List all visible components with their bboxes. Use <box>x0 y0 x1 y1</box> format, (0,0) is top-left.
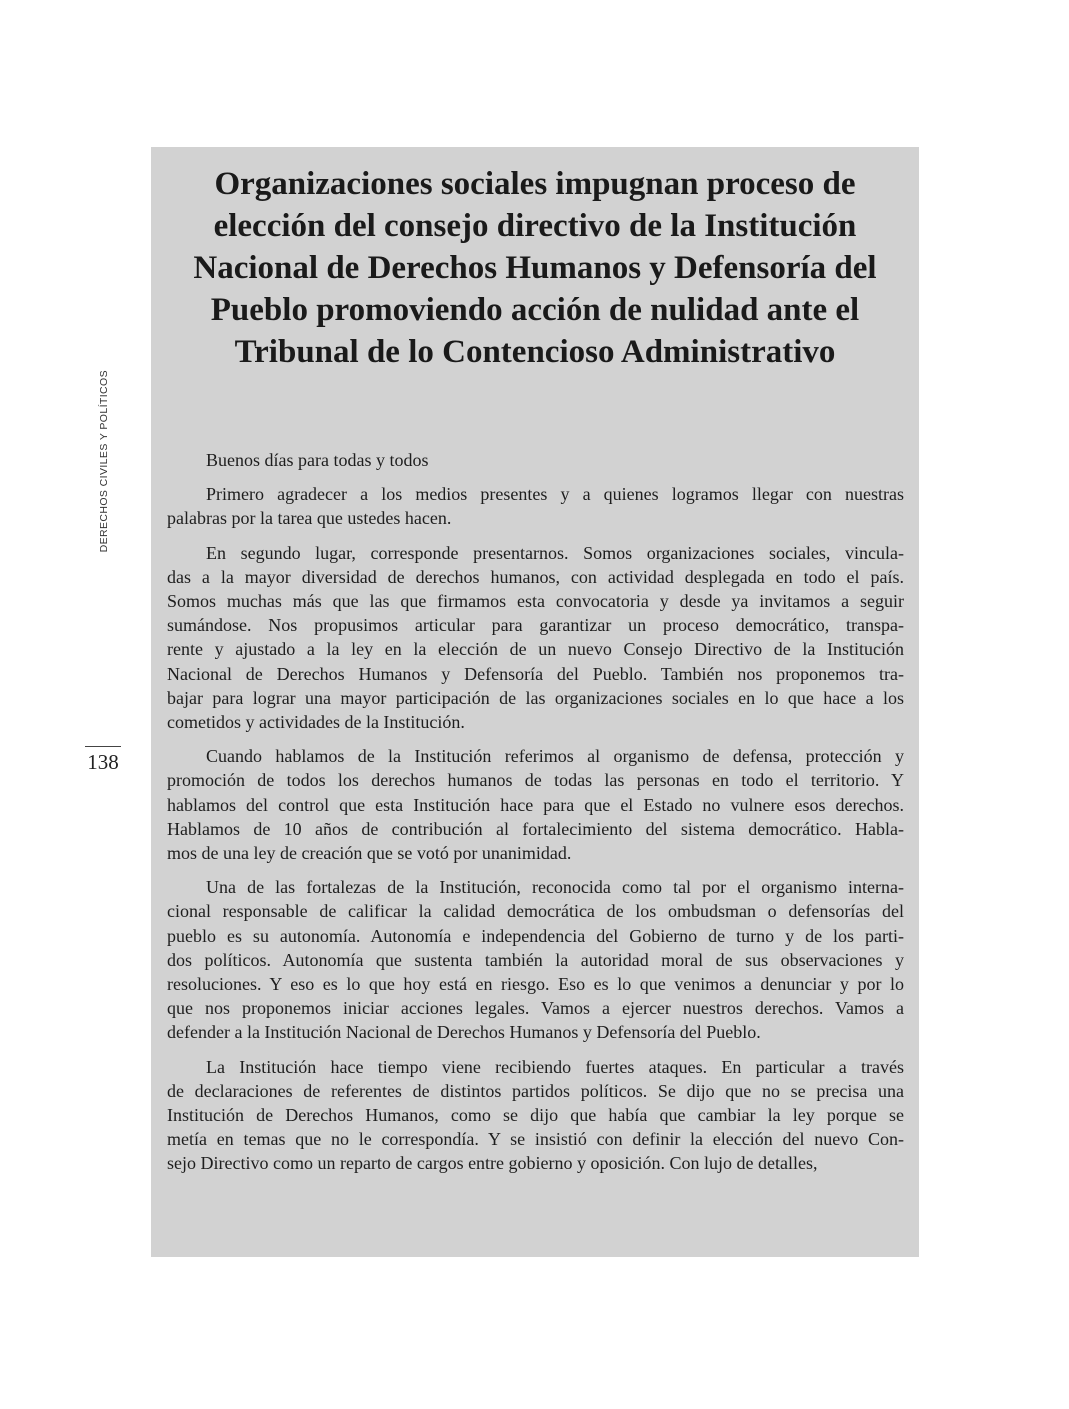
text-line: Hablamos de 10 años de contribución al fortalecimiento del sistema democrático. Habla- <box>167 818 904 839</box>
title-line: Pueblo promoviendo acción de nulidad ante el <box>210 292 860 328</box>
text-line: bajar para lograr una mayor participación de las organizaciones sociales en lo que hace a los <box>167 687 904 708</box>
text-line: Primero agradecer a los medios presentes y a quienes logramos llegar con nuestras <box>206 484 904 505</box>
text-line: cometidos y actividades de la Institución. <box>167 712 465 733</box>
text-line: resoluciones. Y eso es lo que hoy está en riesgo. Eso es lo que venimos a denunciar y por lo <box>167 974 904 995</box>
page-number: 138 <box>87 750 119 774</box>
text-line: La Institución hace tiempo viene recibiendo fuertes ataques. En particular a través <box>206 1056 904 1077</box>
text-line: dos políticos. Autonomía que sustenta también la autoridad moral de sus observaciones y <box>167 949 904 970</box>
page-number-rule <box>85 746 121 747</box>
title-line: Nacional de Derechos Humanos y Defensoría del <box>193 250 877 286</box>
paragraph <box>167 541 904 735</box>
text-line: sejo Directivo como un reparto de cargos entre gobierno y oposición. Con lujo de detalles, <box>167 1153 818 1174</box>
text-line: pueblo es su autonomía. Autonomía e independencia del Gobierno de turno y de los parti- <box>167 925 904 946</box>
text-line: das a la mayor diversidad de derechos humanos, con actividad desplegada en todo el país. <box>167 566 904 587</box>
title-line: Organizaciones sociales impugnan proceso de <box>214 166 856 202</box>
text-line: En segundo lugar, corresponde presentarnos. Somos organizaciones sociales, vincula- <box>206 542 904 563</box>
text-line: Somos muchas más que las que firmamos esta convocatoria y desde ya invitamos a seguir <box>167 591 904 612</box>
text-line: Cuando hablamos de la Institución referimos al organismo de defensa, protección y <box>206 746 904 767</box>
text-line: de declaraciones de referentes de distintos partidos políticos. Se dijo que no se precisa una <box>167 1080 904 1101</box>
text-line: Una de las fortalezas de la Institución, reconocida como tal por el organismo interna- <box>206 877 904 898</box>
text-line: mos de una ley de creación que se votó por unanimidad. <box>167 843 572 864</box>
text-line: hablamos del control que esta Institución hace para que el Estado no vulnere esos derechos. <box>167 794 904 815</box>
article-body <box>167 448 904 1186</box>
text-line: cional responsable de calificar la calidad democrática de los ombudsman o defensorías del <box>167 901 904 922</box>
text-line: Nacional de Derechos Humanos y Defensoría del Pueblo. También nos proponemos tra- <box>167 663 904 684</box>
text-line: que nos proponemos iniciar acciones legales. Vamos a ejercer nuestros derechos. Vamos a <box>167 998 904 1019</box>
title-line: elección del consejo directivo de la Institución <box>213 208 857 244</box>
text-line: rente y ajustado a la ley en la elección de un nuevo Consejo Directivo de la Institución <box>167 639 904 660</box>
text-line: defender a la Institución Nacional de Derechos Humanos y Defensoría del Pueblo. <box>167 1022 761 1043</box>
paragraph <box>167 1055 904 1176</box>
text-line: sumándose. Nos propusimos articular para garantizar un proceso democrático, transpa- <box>167 615 904 636</box>
paragraph <box>167 875 904 1044</box>
paragraph <box>167 744 904 865</box>
text-line: Institución de Derechos Humanos, como se dijo que había que cambiar la ley porque se <box>167 1105 904 1126</box>
article-title <box>161 163 909 373</box>
text-line: palabras por la tarea que ustedes hacen. <box>167 508 452 529</box>
paragraph <box>167 448 904 472</box>
text-line: Buenos días para todas y todos <box>206 450 429 470</box>
paragraph <box>167 482 904 530</box>
text-line: metía en temas que no le correspondía. Y se insistió con definir la elección del nuevo Con- <box>167 1129 904 1150</box>
title-line: Tribunal de lo Contencioso Administrativo <box>234 334 836 370</box>
section-label: DERECHOS CIVILES Y POLÍTICOS <box>98 370 110 553</box>
article-panel <box>151 147 919 1257</box>
text-line: promoción de todos los derechos humanos de todas las personas en todo el territorio. Y <box>167 770 904 791</box>
